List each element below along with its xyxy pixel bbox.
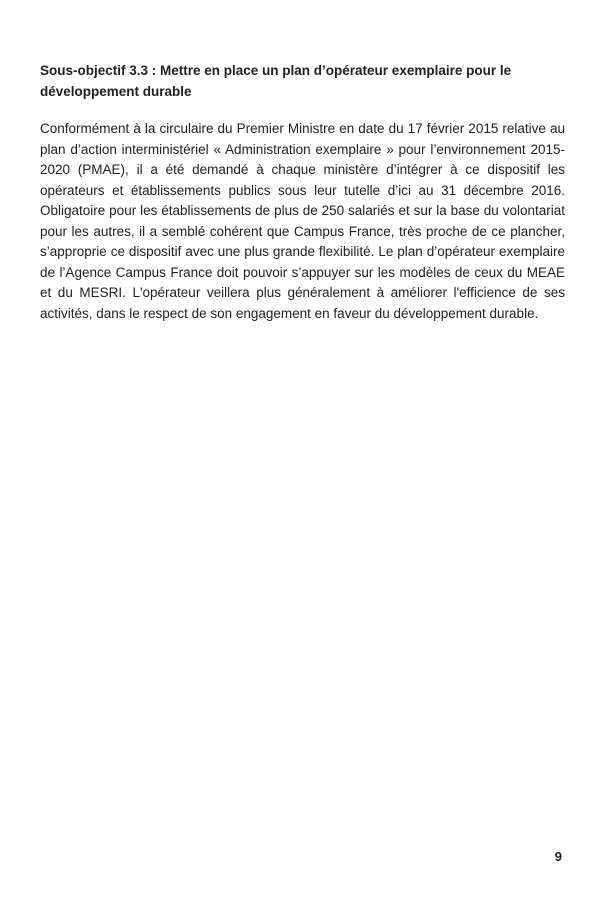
page-number: 9 [554,849,562,864]
body-paragraph: Conformément à la circulaire du Premier Ministre en date du 17 février 2015 relative au plan d’action interministériel « Administration exemplaire » pour l’environnement 2015-2020 (PMAE), il a été demandé à chaque ministère d’intégrer à ce dispositif les opérateurs et établissements publics sous leur tutelle d’ici au 31 décembre 2016. Obligatoire pour les établissements de plus de 250 salariés et sur la base du volontariat pour les autres, il a semblé cohérent que Campus France, très proche de ce plancher, s’approprie ce dispositif avec une plus grande flexibilité. Le plan d’opérateur exemplaire de l’Agence Campus France doit pouvoir s’appuyer sur les modèles de ceux du MEAE et du MESRI. L'opérateur veillera plus généralement à améliorer l'efficience de ses activités, dans le respect de son engagement en faveur du développement durable. [40,121,565,321]
section-heading: Sous-objectif 3.3 : Mettre en place un plan d’opérateur exemplaire pour le développement durable [40,63,512,99]
